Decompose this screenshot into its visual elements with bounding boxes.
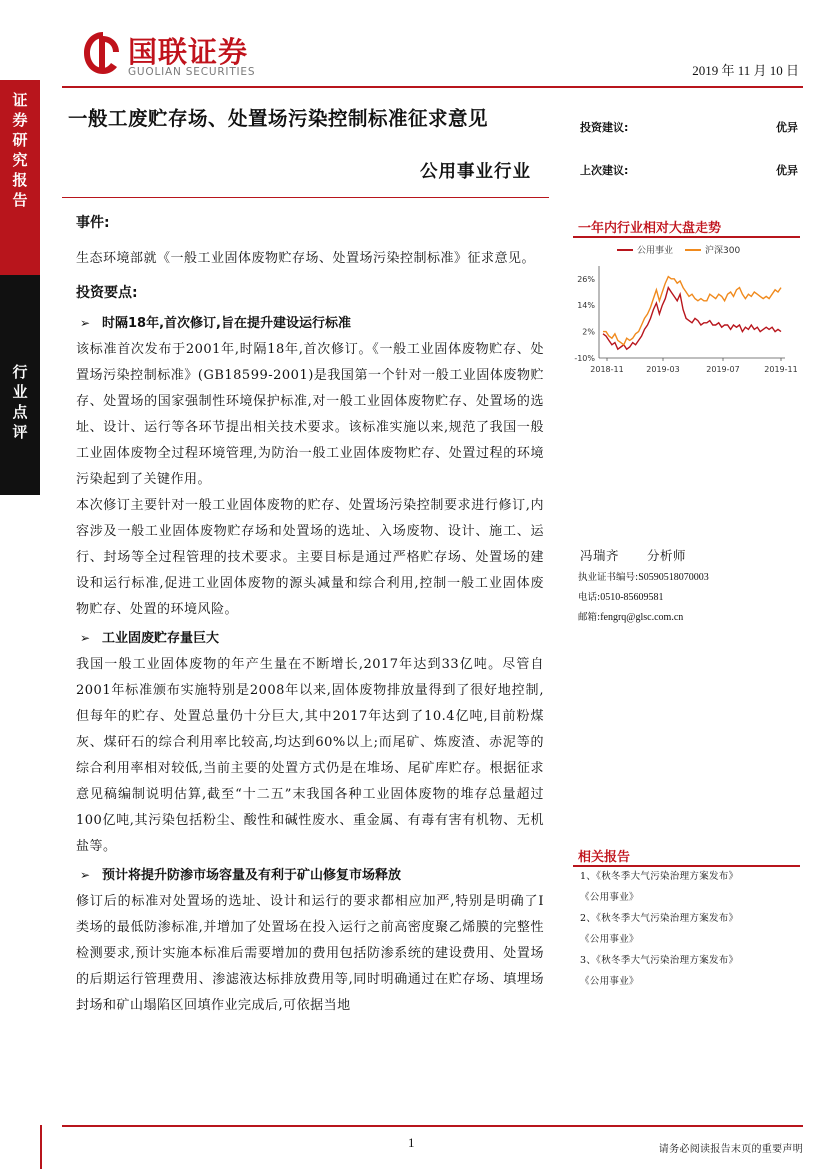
x-tick-label: 2019-03: [646, 365, 680, 374]
section-heading: [76, 625, 544, 652]
section-heading: [76, 862, 544, 889]
section-heading: [76, 310, 544, 337]
section-heading-text: 预计将提升防渗市场容量及有利于矿山修复市场释放: [102, 868, 402, 883]
industry-label: 公用事业行业: [420, 162, 531, 182]
header-rule: [62, 86, 803, 88]
brand-name-en: GUOLIAN SECURITIES: [128, 66, 256, 78]
chart-title: 一年内行业相对大盘走势: [578, 221, 722, 236]
analyst-email: [578, 609, 683, 623]
side-label-research: 证券研究报告: [12, 91, 28, 209]
x-tick-label: 2018-11: [590, 365, 624, 374]
rating-previous-value: 优异: [776, 164, 798, 177]
related-report-title[interactable]: 1、《秋冬季大气污染治理方案发布》: [580, 871, 739, 882]
y-tick-label: -10%: [574, 354, 595, 363]
phone-value: 0510-85609581: [600, 592, 664, 603]
x-tick-label: 2019-11: [764, 365, 798, 374]
arrow-bullet-icon: ➢: [80, 631, 91, 645]
guolian-logo-icon: [82, 30, 124, 80]
footer-rule: [62, 1125, 803, 1127]
x-tick-label: 2019-07: [706, 365, 740, 374]
phone-label: 电话:: [578, 592, 601, 603]
y-tick-label: 26%: [577, 274, 595, 284]
rating-current-label: 投资建议:: [580, 121, 629, 134]
section-paragraph: 修订后的标准对处置场的选址、设计和运行的要求都相应加严,特别是明确了I类场的最低防渗标准,并增加了处置场在投入运行之前高密度聚乙烯膜的完整性检测要求,预计实施本标准后需要增加的费用包括防渗系统的建设费用、处置场的后期运行管理费用、渗滤液达标排放费用等,同时明确通过在贮存场、填埋场封场和矿山塌陷区回填作业完成后,可依据当地: [76, 894, 544, 1013]
side-label-category: 行业点评: [12, 363, 28, 441]
related-reports-title: 相关报告: [578, 850, 631, 865]
key-points-heading: 投资要点:: [76, 285, 138, 301]
main-column: [76, 210, 544, 1019]
section-heading-text: 工业固废贮存量巨大: [102, 631, 220, 646]
legend-label: 公用事业: [637, 246, 674, 256]
section-heading-text: 时隔18年,首次修订,旨在提升建设运行标准: [102, 316, 351, 331]
section-paragraph: 本次修订主要针对一般工业固体废物的贮存、处置场污染控制要求进行修订,内容涉及一般工业固体废物贮存场和处置场的选址、入场废物、设计、施工、运行、封场等全过程管理的技术要求。主要目标是通过严格贮存场、处置场的建设和运行标准,促进工业固体废物的源头减量和综合利用,控制一般工业固体废物贮存、处置的环境风险。: [76, 498, 544, 617]
cert-value: S0590518070003: [638, 572, 709, 583]
event-heading: 事件:: [76, 215, 110, 231]
analyst-line: [580, 546, 686, 564]
related-report-source: 《公用事业》: [580, 892, 639, 903]
analyst-cert: [578, 569, 709, 583]
email-link[interactable]: fengrq@glsc.com.cn: [600, 612, 684, 623]
cert-label: 执业证书编号:: [578, 572, 639, 583]
page-number: 1: [408, 1135, 415, 1150]
series-line-csi300: [603, 277, 781, 345]
arrow-bullet-icon: ➢: [80, 316, 91, 330]
rating-current-value: 优异: [776, 121, 798, 134]
report-date: 2019 年 11 月 10 日: [692, 63, 799, 78]
related-report-source: 《公用事业》: [580, 934, 639, 945]
brand-name-cn: 国联证券: [128, 35, 249, 69]
section-paragraph: 该标准首次发布于2001年,时隔18年,首次修订。《一般工业固体废物贮存、处置场污染控制标准》(GB18599-2001)是我国第一个针对一般工业固体废物贮存、处置场的国家强制性环境保护标准,对一般工业固体废物贮存、处置场的选址、设计、运行等各环节提出相关技术要求。该标准实施以来,规范了我国一般工业固体废物全过程环境管理,为防治一般工业固体废物贮存、处置过程的环境污染起到了关键作用。: [76, 342, 544, 487]
analyst-phone: [578, 589, 664, 603]
disclaimer-note: 请务必阅读报告末页的重要声明: [658, 1144, 803, 1155]
legend-label: 沪深300: [705, 246, 741, 256]
y-tick-label: 2%: [582, 327, 595, 337]
title-rule: [62, 197, 549, 198]
report-title: 一般工废贮存场、处置场污染控制标准征求意见: [68, 107, 489, 130]
related-report-title[interactable]: 2、《秋冬季大气污染治理方案发布》: [580, 913, 739, 924]
side-footer-rule: [40, 1125, 42, 1169]
related-report-title[interactable]: 3、《秋冬季大气污染治理方案发布》: [580, 955, 739, 966]
related-report-source: 《公用事业》: [580, 976, 639, 987]
analyst-name: 冯瑞齐: [580, 548, 620, 563]
y-tick-label: 14%: [577, 301, 595, 311]
email-label: 邮箱:: [578, 612, 601, 623]
rating-previous: [580, 162, 798, 178]
chart-title-rule: [573, 236, 800, 238]
event-text: 生态环境部就《一般工业固体废物贮存场、处置场污染控制标准》征求意见。: [76, 251, 536, 266]
rating-previous-label: 上次建议:: [580, 164, 629, 177]
rating-current: [580, 119, 798, 135]
analyst-role: 分析师: [647, 548, 687, 563]
related-reports-rule: [573, 865, 800, 867]
section-paragraph: 我国一般工业固体废物的年产生量在不断增长,2017年达到33亿吨。尽管自2001年标准颁布实施特别是2008年以来,固体废物排放量得到了很好地控制,但每年的贮存、处置总量仍十分巨大,其中2017年达到了10.4亿吨,目前粉煤灰、煤矸石的综合利用率比较高,均达到60%以上;而尾矿、炼废渣、赤泥等的综合利用率相对较低,当前主要的处置方式仍是在堆场、尾矿库贮存。根据征求意见稿编制说明估算,截至“十二五”末我国各种工业固体废物的堆存总量超过100亿吨,其污染包括粉尘、酸性和碱性废水、重金属、有毒有害有机物、无机盐等。: [76, 657, 544, 854]
arrow-bullet-icon: ➢: [80, 868, 91, 882]
relative-trend-chart: [573, 240, 800, 380]
